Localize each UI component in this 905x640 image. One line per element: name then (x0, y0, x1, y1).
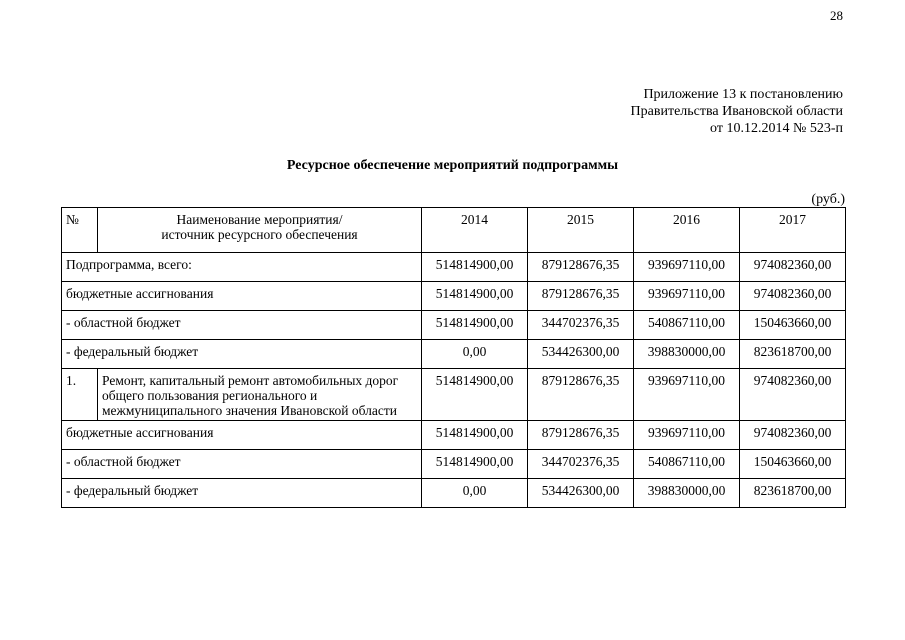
row-value: 344702376,35 (528, 311, 634, 340)
row-value: 398830000,00 (634, 340, 740, 369)
row-label: Подпрограмма, всего: (62, 253, 422, 282)
row-label: - областной бюджет (62, 311, 422, 340)
row-value: 514814900,00 (422, 282, 528, 311)
header-name-line-2: источник ресурсного обеспечения (161, 227, 358, 242)
page-number: 28 (830, 8, 843, 23)
table-row (62, 421, 846, 450)
row-label: - областной бюджет (62, 450, 422, 479)
table-row (62, 340, 846, 369)
row-value: 540867110,00 (634, 450, 740, 479)
units-label: (руб.) (811, 192, 845, 207)
row-value: 0,00 (422, 479, 528, 508)
row-value: 939697110,00 (634, 421, 740, 450)
row-value: 534426300,00 (528, 340, 634, 369)
row-value: 939697110,00 (634, 369, 740, 421)
row-value: 540867110,00 (634, 311, 740, 340)
row-value: 823618700,00 (740, 479, 846, 508)
appendix-note (631, 86, 843, 137)
header-year: 2017 (740, 208, 846, 253)
table-row (62, 450, 846, 479)
row-value: 514814900,00 (422, 253, 528, 282)
header-year: 2016 (634, 208, 740, 253)
header-num: № (62, 208, 98, 253)
row-value: 974082360,00 (740, 253, 846, 282)
header-year: 2014 (422, 208, 528, 253)
table-row (62, 311, 846, 340)
table-row-item (62, 369, 846, 421)
resource-table (61, 207, 846, 508)
row-value: 939697110,00 (634, 282, 740, 311)
table-header-row (62, 208, 846, 253)
row-value: 514814900,00 (422, 450, 528, 479)
table-row (62, 253, 846, 282)
row-value: 879128676,35 (528, 282, 634, 311)
appendix-line-1: Приложение 13 к постановлению (643, 87, 843, 102)
row-value: 344702376,35 (528, 450, 634, 479)
row-value: 150463660,00 (740, 311, 846, 340)
row-value: 823618700,00 (740, 340, 846, 369)
row-label: - федеральный бюджет (62, 340, 422, 369)
row-value: 879128676,35 (528, 253, 634, 282)
item-num: 1. (62, 369, 98, 421)
row-label: бюджетные ассигнования (62, 421, 422, 450)
table-row (62, 282, 846, 311)
item-description: Ремонт, капитальный ремонт автомобильных дорог общего пользования регионального и межмуниципального значения Ивановской области (98, 369, 422, 421)
header-year: 2015 (528, 208, 634, 253)
appendix-line-3: от 10.12.2014 № 523-п (710, 121, 843, 136)
row-value: 150463660,00 (740, 450, 846, 479)
header-name (98, 208, 422, 253)
appendix-line-2: Правительства Ивановской области (630, 104, 843, 119)
row-value: 514814900,00 (422, 369, 528, 421)
row-value: 879128676,35 (528, 369, 634, 421)
row-value: 514814900,00 (422, 421, 528, 450)
document-title: Ресурсное обеспечение мероприятий подпрограммы (286, 158, 619, 173)
table-row (62, 479, 846, 508)
row-value: 974082360,00 (740, 421, 846, 450)
row-value: 879128676,35 (528, 421, 634, 450)
header-name-line-1: Наименование мероприятия/ (176, 212, 343, 227)
row-label: бюджетные ассигнования (62, 282, 422, 311)
row-value: 514814900,00 (422, 311, 528, 340)
row-value: 939697110,00 (634, 253, 740, 282)
row-value: 0,00 (422, 340, 528, 369)
row-value: 974082360,00 (740, 282, 846, 311)
row-value: 534426300,00 (528, 479, 634, 508)
row-label: - федеральный бюджет (62, 479, 422, 508)
row-value: 974082360,00 (740, 369, 846, 421)
row-value: 398830000,00 (634, 479, 740, 508)
